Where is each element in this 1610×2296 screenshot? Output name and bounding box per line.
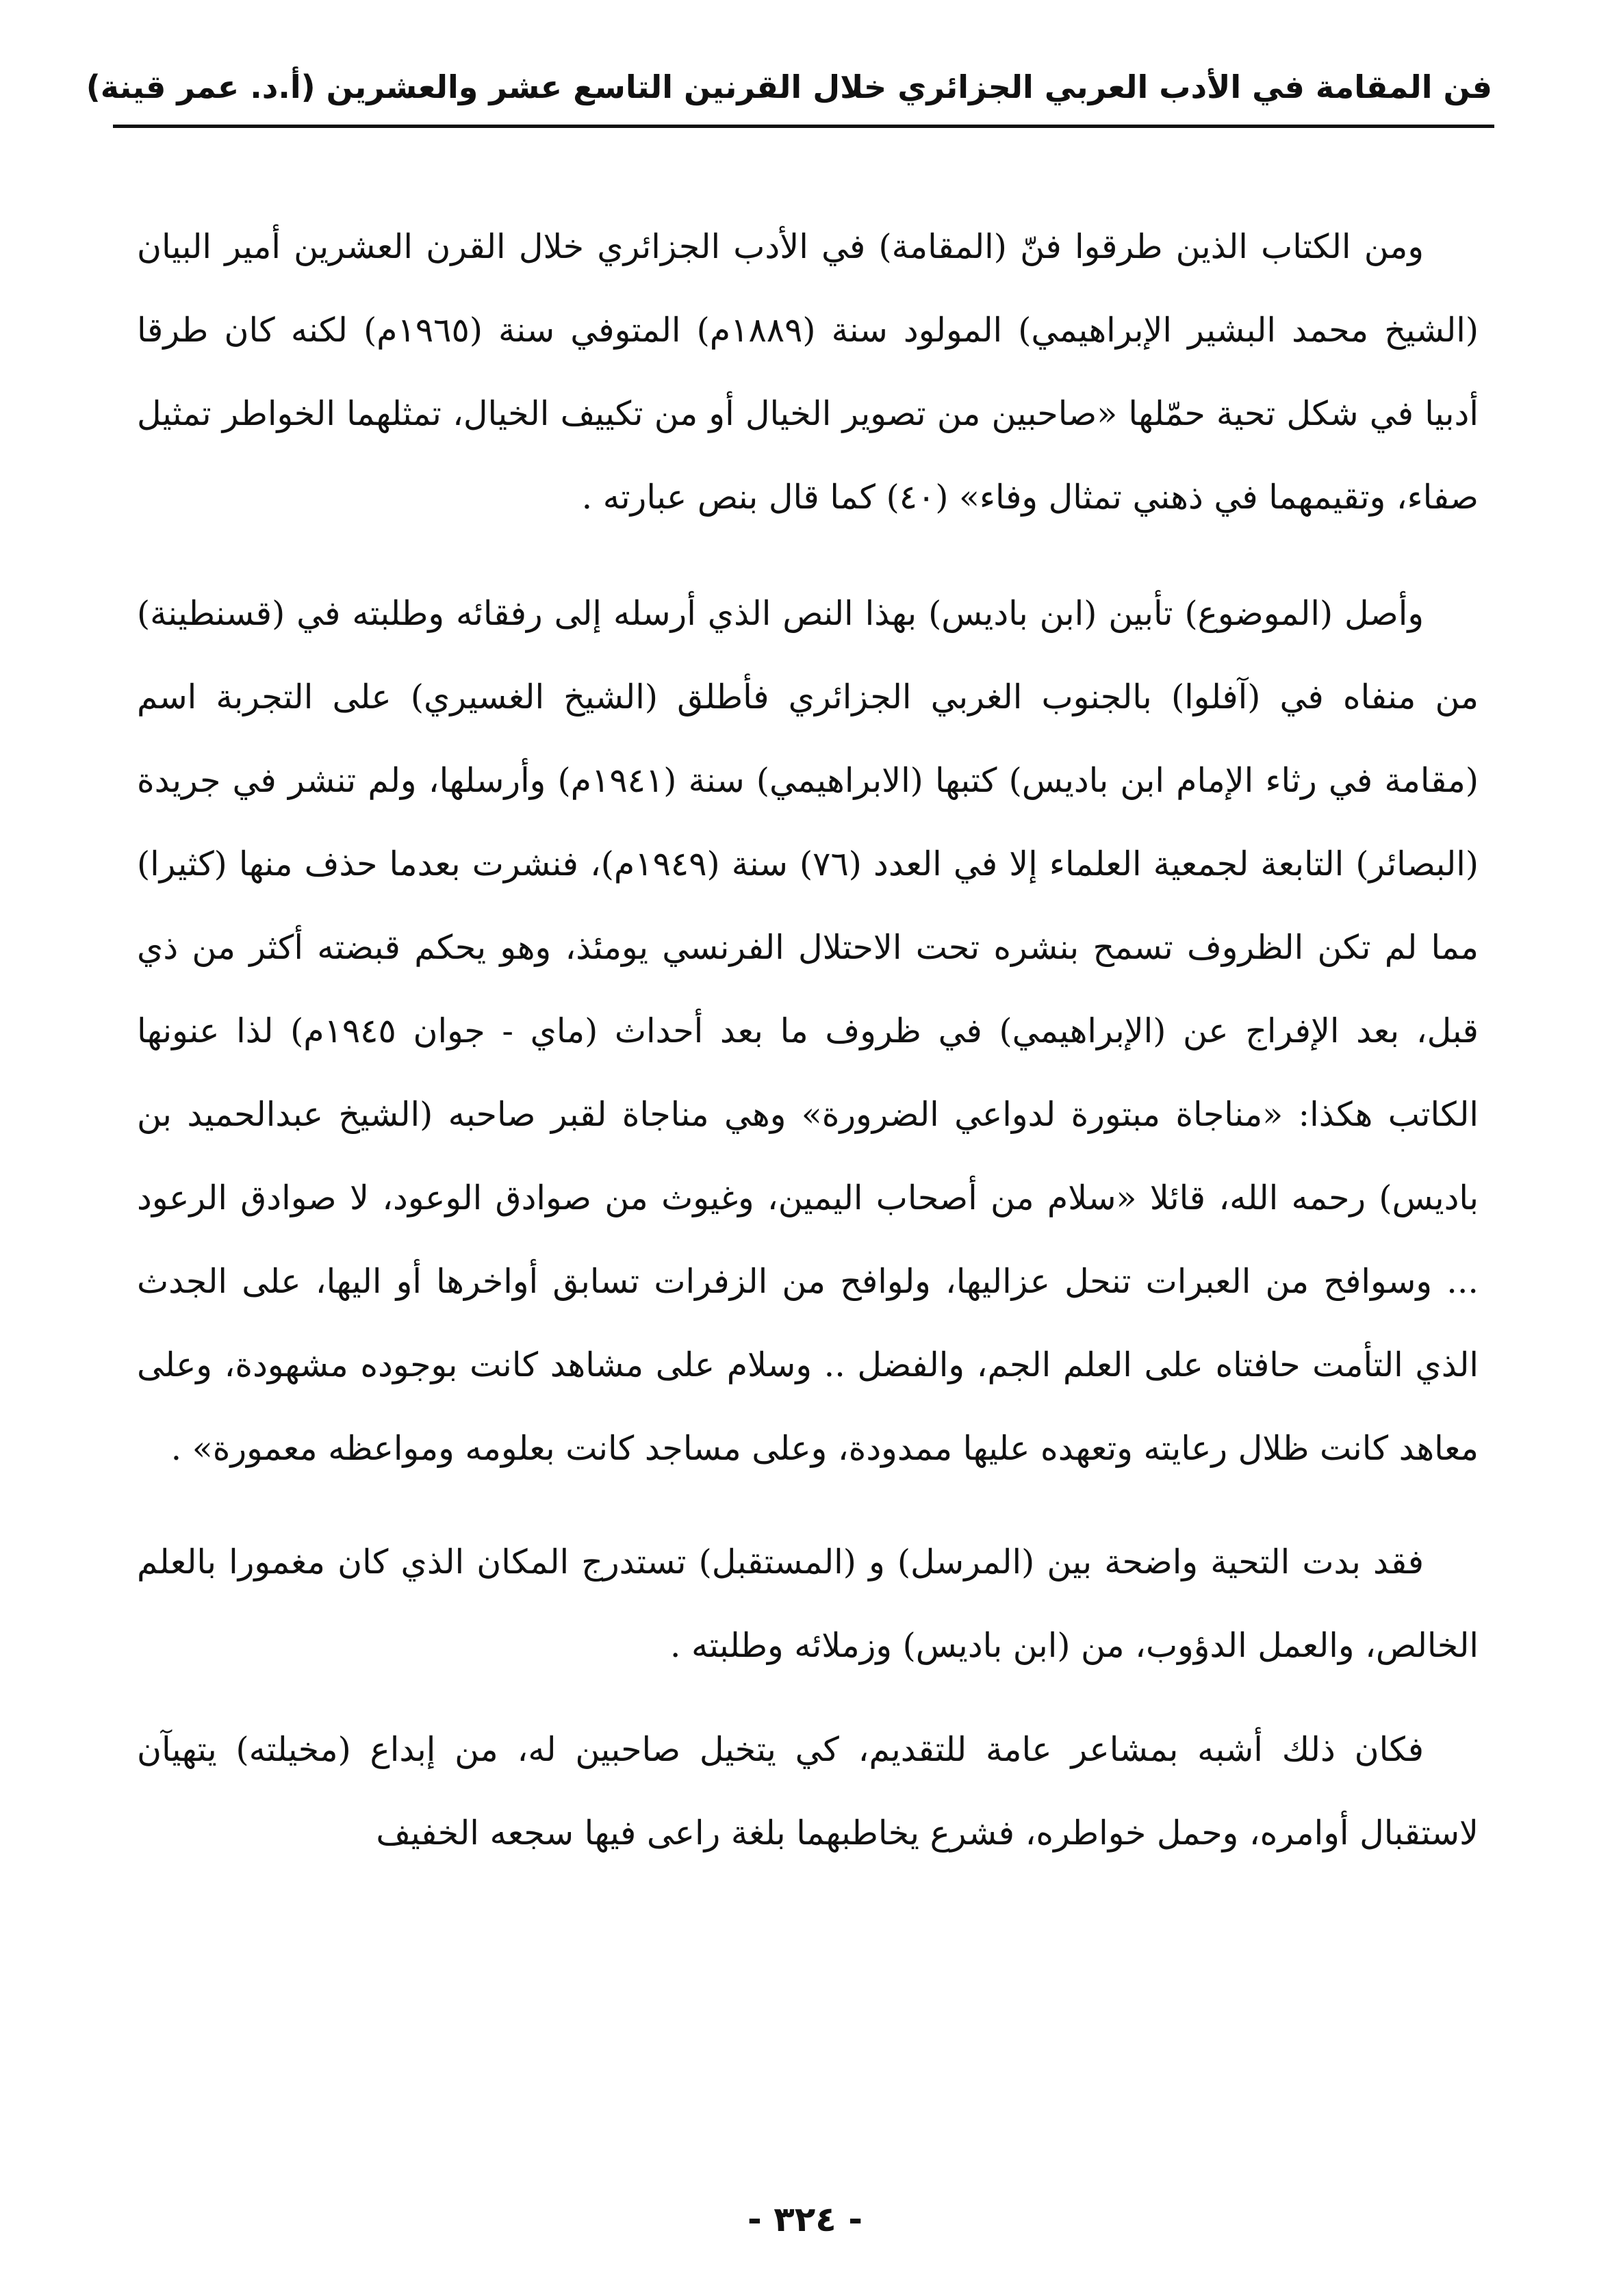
paragraph-3: فقد بدت التحية واضحة بين (المرسل) و (المستقبل) تستدرج المكان الذي كان مغمورا بالعلم الخالص، والعمل الدؤوب، من (ابن باديس) وزملائه وطلبته . [137, 1543, 1479, 1665]
paragraph-1: ومن الكتاب الذين طرقوا فنّ (المقامة) في الأدب الجزائري خلال القرن العشرين أمير البيان (الشيخ محمد البشير الإبراهيمي) المولود سنة (١٨٨٩م) المتوفي سنة (١٩٦٥م) لكنه كان طرقا أدبيا في شكل تحية حمّلها «صاحبين من تصوير الخيال أو من تكييف الخيال، تمثلهما الخواطر تمثيل صفاء، وتقيمهما في ذهني تمثال وفاء» (٤٠) كما قال بنص عبارته . [137, 227, 1479, 517]
header-divider [113, 125, 1494, 128]
page-number: - ٣٢٤ - [748, 2200, 862, 2239]
running-header [86, 63, 1492, 120]
body-text [137, 205, 1479, 1875]
paragraph-2: وأصل (الموضوع) تأبين (ابن باديس) بهذا النص الذي أرسله إلى رفقائه وطلبته في (قسنطينة) من منفاه في (آفلوا) بالجنوب الغربي الجزائري فأطلق (الشيخ الغسيري) على التجربة اسم (مقامة في رثاء الإمام ابن باديس) كتبها (الابراهيمي) سنة (١٩٤١م) وأرسلها، ولم تنشر في جريدة (البصائر) التابعة لجمعية العلماء إلا في العدد (٧٦) سنة (١٩٤٩م)، فنشرت بعدما حذف منها (كثيرا) مما لم تكن الظروف تسمح بنشره تحت الاحتلال الفرنسي يومئذ، وهو يحكم قبضته أكثر من ذي قبل، بعد الإفراج عن (الإبراهيمي) في ظروف ما بعد أحداث (ماي - جوان ١٩٤٥م) لذا عنونها الكاتب هكذا: «مناجاة مبتورة لدواعي الضرورة» وهي مناجاة لقبر صاحبه (الشيخ عبدالحميد بن باديس) رحمه الله، قائلا «سلام من أصحاب اليمين، وغيوث من صوادق الوعود، لا صوادق الرعود ... وسوافح من العبرات تنحل عزاليها، ولوافح من الزفرات تسابق أواخرها أو اليها، على الجدث الذي التأمت حافتاه على العلم الجم، والفضل .. وسلام على مشاهد كانت بوجوده مشهودة، وعلى معاهد كانت ظلال رعايته وتعهده عليها ممدودة، وعلى مساجد كانت بعلومه ومواعظه معمورة» . [137, 594, 1479, 1468]
running-header-title: فن المقامة في الأدب العربي الجزائري خلال القرنين التاسع عشر والعشرين (أ.د. عمر قينة) [86, 68, 1492, 105]
paragraph-4: فكان ذلك أشبه بمشاعر عامة للتقديم، كي يتخيل صاحبين له، من إبداع (مخيلته) يتهيآن لاستقبال أوامره، وحمل خواطره، فشرع يخاطبهما بلغة راعى فيها سجعه الخفيف [137, 1730, 1479, 1853]
